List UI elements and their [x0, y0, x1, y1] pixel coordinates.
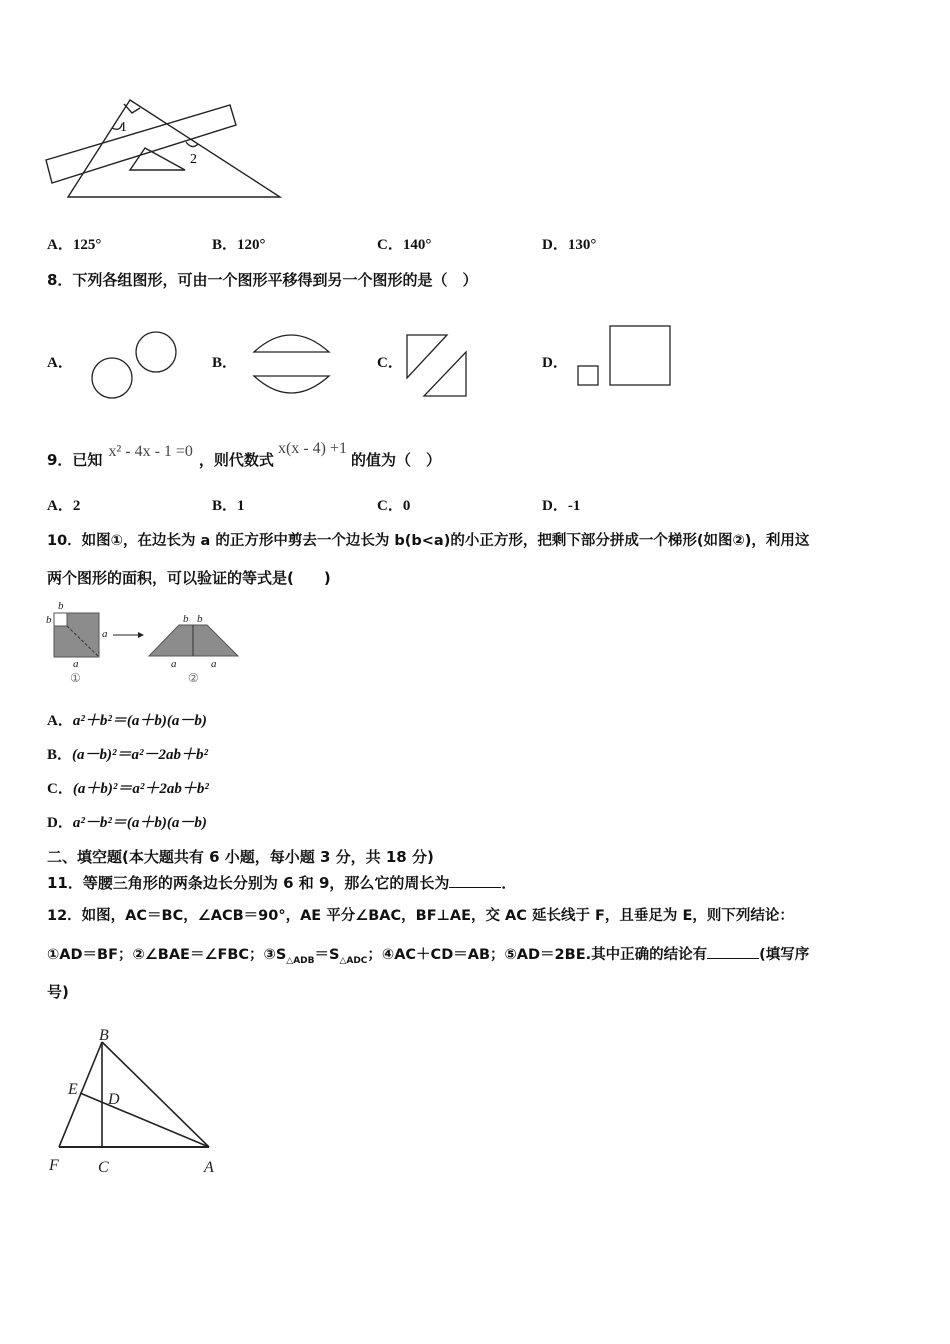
- label-a-bottom: a: [73, 658, 79, 670]
- option-value: 125°: [72, 237, 102, 253]
- option-label: D．: [47, 815, 73, 831]
- segment-b1: [254, 335, 329, 352]
- q9-prefix: 9．已知: [47, 451, 103, 469]
- option-value: 1: [237, 498, 245, 514]
- label-b-trap2: b: [197, 613, 203, 625]
- label-a-trap1: a: [171, 658, 177, 670]
- option-label: A．: [47, 713, 73, 729]
- answer-blank[interactable]: [449, 873, 501, 888]
- triangle-c1: [407, 335, 447, 378]
- label-b-trap1: b: [183, 613, 189, 625]
- angle1-label: 1: [120, 120, 127, 135]
- segment-b2: [254, 376, 329, 393]
- q12-conclusions-3: (填写序: [759, 947, 810, 963]
- triangle-c2: [424, 352, 466, 396]
- point-f-label: F: [49, 1157, 59, 1174]
- option-label: B．: [212, 498, 238, 514]
- label-b-left: b: [46, 614, 52, 626]
- option-value: -1: [567, 498, 581, 514]
- option-label: C．: [377, 237, 403, 253]
- q12-stem-line1: 12．如图，AC＝BC，∠ACB＝90°，AE 平分∠BAC，BF⊥AE，交 AC 延长线于 F，且垂足为 E，则下列结论：: [47, 908, 794, 924]
- option-value: a²－b²＝(a＋b)(a－b): [72, 815, 207, 831]
- label-a-trap2: a: [211, 658, 217, 670]
- q10-stem-line1: 10．如图①，在边长为 a 的正方形中剪去一个边长为 b(b<a)的小正方形，把剩下部分拼成一个梯形(如图②)，利用这: [47, 533, 810, 549]
- q12-sub1: △ADB: [286, 955, 315, 966]
- answer-blank[interactable]: [707, 944, 759, 959]
- q8-stem: 8．下列各组图形，可由一个图形平移得到另一个图形的是（ ）: [47, 271, 478, 289]
- q12-conclusions-1: ①AD＝BF；②∠BAE＝∠FBC；③: [47, 947, 276, 963]
- option-label: C．: [47, 781, 73, 797]
- option-label: D．: [542, 237, 568, 253]
- q10-stem-line2: 两个图形的面积，可以验证的等式是( ): [47, 569, 331, 587]
- q12-conclusions-2: ；④AC＋CD＝AB；⑤AD＝2BE.其中正确的结论有: [367, 947, 708, 963]
- q11-end: ．: [501, 874, 517, 892]
- option-label: D．: [542, 498, 568, 514]
- point-b-label: B: [99, 1027, 109, 1044]
- q12-figure: [0, 0, 240, 1185]
- q8-option-a[interactable]: A．: [47, 355, 73, 371]
- q8-option-b[interactable]: B．: [212, 355, 238, 371]
- option-value: (a－b)²＝a²－2ab＋b²: [72, 747, 208, 763]
- point-a-label: A: [204, 1159, 214, 1176]
- option-value: a²＋b²＝(a＋b)(a－b): [72, 713, 207, 729]
- option-value: 120°: [237, 237, 266, 253]
- point-c-label: C: [98, 1159, 109, 1176]
- option-label: A．: [47, 237, 73, 253]
- q11-text: 11．等腰三角形的两条边长分别为 6 和 9，那么它的周长为: [47, 874, 450, 892]
- angle2-label: 2: [190, 152, 197, 167]
- label-a-right: a: [102, 628, 108, 640]
- option-label: B．: [212, 237, 238, 253]
- option-value: 130°: [567, 237, 597, 253]
- option-value: (a＋b)²＝a²＋2ab＋b²: [72, 781, 209, 797]
- q8-option-d[interactable]: D．: [542, 355, 568, 371]
- option-label: C．: [377, 498, 403, 514]
- q12-s: S: [275, 947, 287, 963]
- option-label: A．: [47, 498, 73, 514]
- option-value: 0: [402, 498, 411, 514]
- option-value: 140°: [402, 237, 432, 253]
- q9-option-d[interactable]: [542, 496, 580, 516]
- q9-equation: x² - 4x - 1 =0: [108, 443, 193, 460]
- point-e-label: E: [68, 1081, 78, 1098]
- small-square-d: [578, 366, 598, 385]
- q9-middle: ，则代数式: [198, 451, 274, 469]
- q9-suffix: 的值为（ ）: [350, 451, 441, 469]
- label-b-top: b: [58, 600, 64, 612]
- point-d-label: D: [108, 1091, 120, 1108]
- q12-sub2: △ADC: [339, 955, 368, 966]
- q12-eq: ＝S: [314, 947, 340, 963]
- option-value: 2: [72, 498, 81, 514]
- q12-stem-line3: 号): [47, 983, 69, 1001]
- q9-option-c[interactable]: [377, 496, 410, 516]
- fig1-label: ①: [70, 671, 81, 685]
- section-title: 二、填空题(本大题共有 6 小题，每小题 3 分，共 18 分): [47, 848, 434, 866]
- q9-expression: x(x - 4) +1: [277, 440, 347, 457]
- large-square-d: [610, 326, 670, 385]
- q8-option-c[interactable]: C．: [377, 355, 403, 371]
- option-label: B．: [47, 747, 73, 763]
- fig2-label: ②: [188, 671, 199, 685]
